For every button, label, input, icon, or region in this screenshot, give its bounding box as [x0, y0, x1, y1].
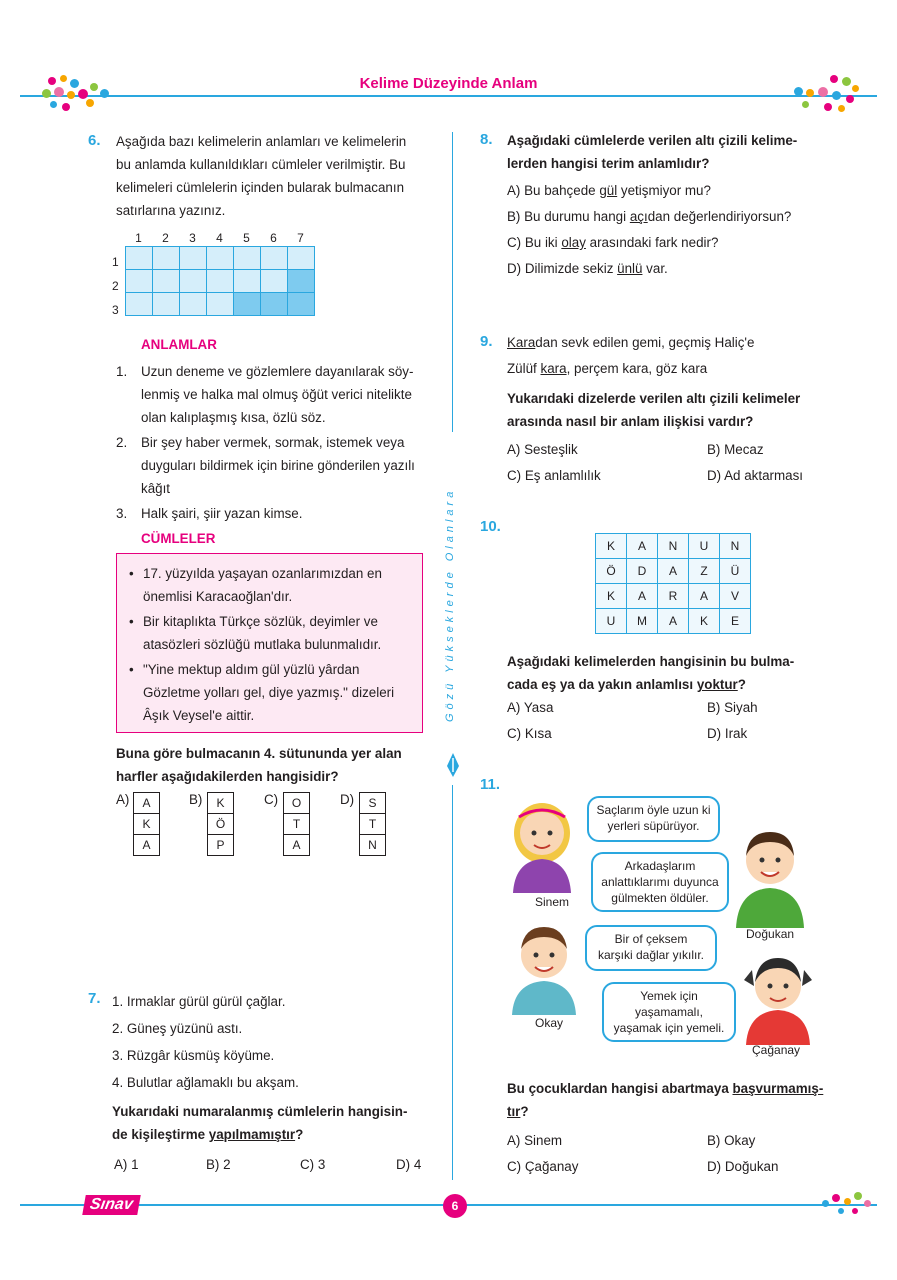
q11-option-a[interactable]: A) Sinem [507, 1133, 563, 1148]
speech-bubble-sinem: Saçlarım öyle uzun ki yerleri süpürüyor. [587, 796, 720, 842]
girl-sinem-illustration [505, 793, 580, 893]
meaning-2: 2. Bir şey haber vermek, sormak, istemek veya duyguları bildirmek için birine gönderilen yazılı kâğıt [116, 435, 415, 496]
question-6-intro: Aşağıda bazı kelimelerin anlamları ve kelimelerin bu anlamda kullanıldıkları cümleler verilmiştir. Bu kelimeleri cümlelerin içinden bularak bulmacanın satırlarına yazınız. [116, 134, 407, 218]
question-11-prompt: Bu çocuklardan hangisi abartmaya başvurmamış- tır? [507, 1081, 824, 1119]
question-6-prompt: Buna göre bulmacanın 4. sütununda yer alan harfler aşağıdakilerden hangisidir? [116, 746, 402, 784]
puzzle-row-numbers: 1 2 3 [112, 255, 119, 317]
speech-bubble-dogukan: Arkadaşlarım anlattıklarımı duyunca gülmekten öldüler. [591, 852, 729, 912]
q6-option-c[interactable]: C) [264, 792, 279, 807]
q7-option-d[interactable]: D) 4 [396, 1157, 422, 1172]
puzzle-column-numbers: 1 2 3 4 5 6 7 [135, 231, 304, 245]
q11-option-b[interactable]: B) Okay [707, 1133, 756, 1148]
q8-option-a[interactable]: A) Bu bahçede gül yetişmiyor mu? [507, 183, 711, 198]
confetti-dots-footer [818, 1190, 878, 1220]
girl-caganay-illustration [738, 950, 818, 1045]
meaning-3: 3. Halk şairi, şiir yazan kimse. [116, 506, 303, 521]
question-9-prompt: Yukarıdaki dizelerde verilen altı çizili kelimeler arasında nasıl bir anlam ilişkisi vardır? [507, 391, 801, 429]
boy-okay-illustration [508, 917, 580, 1015]
q8-option-c[interactable]: C) Bu iki olay arasındaki fark nedir? [507, 235, 719, 250]
question-8-prompt: Aşağıdaki cümlelerde verilen altı çizili kelime- lerden hangisi terim anlamlıdır? [507, 133, 798, 171]
q10-option-d[interactable]: D) Irak [707, 726, 748, 741]
sentence-3: • "Yine mektup aldım gül yüzlü yârdan Gözletme yolları gel, diye yazmış." dizeleri Âşık Veysel'e aittir. [129, 662, 395, 723]
confetti-dots-left [40, 75, 115, 115]
q7-option-a[interactable]: A) 1 [114, 1157, 139, 1172]
q10-option-c[interactable]: C) Kısa [507, 726, 552, 741]
anlamlar-title: ANLAMLAR [141, 337, 217, 352]
header-rule [20, 95, 877, 97]
question-9-line-1: Karadan sevk edilen gemi, geçmiş Haliç'e [507, 335, 755, 350]
question-9-number: 9. [480, 333, 493, 350]
q9-option-a[interactable]: A) Sesteşlik [507, 442, 578, 457]
q6-option-b-letters: K Ö P [207, 792, 234, 856]
q10-option-a[interactable]: A) Yasa [507, 700, 554, 715]
publisher-logo: Sınav [82, 1195, 140, 1215]
q8-option-d[interactable]: D) Dilimizde sekiz ünlü var. [507, 261, 668, 276]
q6-option-d[interactable]: D) [340, 792, 355, 807]
meaning-1: 1. Uzun deneme ve gözlemlere dayanılarak söy- lenmiş ve halka mal olmuş öğüt verici nitelikte olan kalıplaşmış kısa, özlü söz. [116, 364, 414, 425]
q9-option-d[interactable]: D) Ad aktarması [707, 468, 803, 483]
q10-option-b[interactable]: B) Siyah [707, 700, 758, 715]
sentence-2: • Bir kitaplıkta Türkçe sözlük, deyimler ve atasözleri sözlüğü mutlaka bulunmalıdır. [129, 614, 382, 652]
q6-option-a[interactable]: A) [116, 792, 130, 807]
q9-option-c[interactable]: C) Eş anlamlılık [507, 468, 601, 483]
q11-option-d[interactable]: D) Doğukan [707, 1159, 779, 1174]
q8-option-b[interactable]: B) Bu durumu hangi açıdan değerlendiriyorsun? [507, 209, 792, 224]
sentences-box [116, 553, 423, 733]
q11-option-c[interactable]: C) Çağanay [507, 1159, 579, 1174]
question-6-number: 6. [88, 132, 101, 149]
q9-option-b[interactable]: B) Mecaz [707, 442, 764, 457]
column-divider-bottom [452, 785, 453, 1180]
question-10-prompt: Aşağıdaki kelimelerden hangisinin bu bulma- cada eş ya da yakın anlamlısı yoktur? [507, 654, 795, 692]
q7-option-c[interactable]: C) 3 [300, 1157, 326, 1172]
page-title: Kelime Düzeyinde Anlam [359, 75, 538, 92]
q6-option-c-letters: O T A [283, 792, 310, 856]
q7-option-b[interactable]: B) 2 [206, 1157, 231, 1172]
speech-bubble-okay: Bir of çeksem karşıki dağlar yıkılır. [585, 925, 717, 971]
name-dogukan: Doğukan [746, 927, 795, 941]
page-number: 6 [443, 1194, 467, 1218]
q6-option-d-letters: S T N [359, 792, 386, 856]
column-divider-top [452, 132, 453, 432]
confetti-dots-right [790, 75, 865, 115]
q6-option-a-letters: A K A [133, 792, 160, 856]
speech-bubble-caganay: Yemek için yaşamamalı, yaşamak için yemeli. [602, 982, 736, 1042]
side-motto: Gözü Yükseklerde Olanlara [444, 487, 456, 723]
question-7-number: 7. [88, 990, 101, 1007]
name-caganay: Çağanay [752, 1043, 801, 1057]
pen-nib-icon [444, 752, 462, 778]
question-10-number: 10. [480, 518, 501, 535]
sentence-1: • 17. yüzyılda yaşayan ozanlarımızdan en önemlisi Karacaoğlan'dır. [129, 566, 382, 604]
crossword-grid [125, 246, 315, 316]
name-okay: Okay [535, 1016, 564, 1030]
letter-puzzle-grid: K A N U N Ö D A Z Ü K A R A V U M A K E [595, 533, 751, 634]
name-sinem: Sinem [535, 895, 570, 909]
question-8-number: 8. [480, 131, 493, 148]
question-7-items: 1. Irmaklar gürül gürül çağlar. 2. Güneş yüzünü astı. 3. Rüzgâr küsmüş köyüme. 4. Bulutlar ağlamaklı bu akşam. [112, 994, 299, 1090]
cumleler-title: CÜMLELER [141, 531, 216, 546]
question-11-number: 11. [480, 776, 501, 793]
boy-dogukan-illustration [730, 820, 810, 928]
question-9-line-2: Zülüf kara, perçem kara, göz kara [507, 361, 708, 376]
q6-option-b[interactable]: B) [189, 792, 203, 807]
question-7-prompt: Yukarıdaki numaralanmış cümlelerin hangisin- de kişileştirme yapılmamıştır? [112, 1104, 408, 1142]
